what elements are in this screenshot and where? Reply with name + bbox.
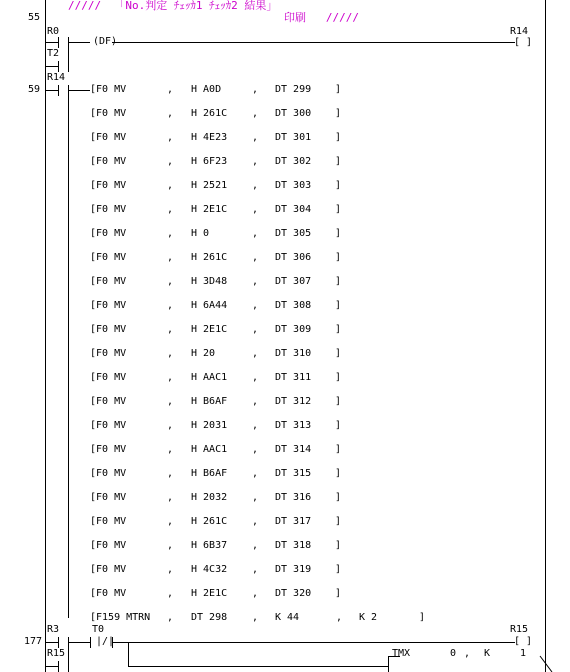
mv-dst: DT 313 xyxy=(275,420,312,431)
mv-dst: DT 306 xyxy=(275,252,312,263)
mtrn-arg-c: K 2 xyxy=(359,612,378,623)
mv-src: H AAC1 xyxy=(191,372,228,383)
mv-end: ] xyxy=(335,180,342,191)
step-number: 55 xyxy=(28,12,41,23)
mv-op: [F0 MV xyxy=(90,372,127,383)
mv-op: [F0 MV xyxy=(90,588,127,599)
mv-end: ] xyxy=(335,348,342,359)
mv-src: H 6F23 xyxy=(191,156,228,167)
mv-dst: DT 314 xyxy=(275,444,312,455)
mv-end: ] xyxy=(335,540,342,551)
mv-sep: , xyxy=(167,396,174,407)
mv-sep: , xyxy=(252,132,259,143)
mv-sep: , xyxy=(252,228,259,239)
mv-src: H 4C32 xyxy=(191,564,228,575)
mv-dst: DT 312 xyxy=(275,396,312,407)
contact-label-r0[interactable]: R0 xyxy=(47,26,60,37)
mv-op: [F0 MV xyxy=(90,300,127,311)
mv-sep: , xyxy=(167,540,174,551)
mv-sep: , xyxy=(167,324,174,335)
mv-dst: DT 302 xyxy=(275,156,312,167)
mv-sep: , xyxy=(252,180,259,191)
mv-end: ] xyxy=(335,588,342,599)
mv-end: ] xyxy=(335,396,342,407)
mv-end: ] xyxy=(335,516,342,527)
mv-sep: , xyxy=(252,372,259,383)
mv-sep: , xyxy=(167,156,174,167)
mv-end: ] xyxy=(335,228,342,239)
mv-dst: DT 299 xyxy=(275,84,312,95)
mv-sep: , xyxy=(167,468,174,479)
mv-dst: DT 311 xyxy=(275,372,312,383)
mv-op: [F0 MV xyxy=(90,204,127,215)
mv-op: [F0 MV xyxy=(90,180,127,191)
mv-sep: , xyxy=(167,132,174,143)
tmx-op: TMX xyxy=(392,648,411,659)
contact-label-r14[interactable]: R14 xyxy=(47,72,66,83)
mv-sep: , xyxy=(167,492,174,503)
mv-sep: , xyxy=(252,564,259,575)
mv-end: ] xyxy=(335,492,342,503)
mv-sep: , xyxy=(167,204,174,215)
mv-sep: , xyxy=(167,108,174,119)
mv-dst: DT 320 xyxy=(275,588,312,599)
mv-op: [F0 MV xyxy=(90,84,127,95)
mv-src: H 261C xyxy=(191,252,228,263)
mv-op: [F0 MV xyxy=(90,324,127,335)
mv-sep: , xyxy=(252,420,259,431)
mv-op: [F0 MV xyxy=(90,252,127,263)
mv-dst: DT 317 xyxy=(275,516,312,527)
tmx-arg-b: K xyxy=(484,648,491,659)
mtrn-arg-a: DT 298 xyxy=(191,612,228,623)
mv-sep: , xyxy=(252,156,259,167)
mv-dst: DT 301 xyxy=(275,132,312,143)
contact-label-r3[interactable]: R3 xyxy=(47,624,60,635)
mv-dst: DT 309 xyxy=(275,324,312,335)
mv-op: [F0 MV xyxy=(90,108,127,119)
mv-end: ] xyxy=(335,468,342,479)
mv-end: ] xyxy=(335,564,342,575)
mv-sep: , xyxy=(252,276,259,287)
mv-sep: , xyxy=(252,588,259,599)
mv-op: [F0 MV xyxy=(90,396,127,407)
mv-end: ] xyxy=(335,324,342,335)
mv-src: H 3D48 xyxy=(191,276,228,287)
mv-sep: , xyxy=(252,324,259,335)
mv-sep: , xyxy=(252,444,259,455)
coil-symbol[interactable]: [ ] xyxy=(514,636,533,647)
mv-sep: , xyxy=(167,588,174,599)
mv-sep: , xyxy=(167,300,174,311)
comment-right: 印刷 ///// xyxy=(284,11,359,24)
mv-dst: DT 304 xyxy=(275,204,312,215)
contact-label-t0[interactable]: T0 xyxy=(92,624,105,635)
mv-src: H 4E23 xyxy=(191,132,228,143)
mv-op: [F0 MV xyxy=(90,156,127,167)
nc-contact-symbol[interactable]: |/| xyxy=(96,636,115,647)
mv-src: H 261C xyxy=(191,516,228,527)
mv-src: H 2E1C xyxy=(191,324,228,335)
tmx-arg-c: 1 xyxy=(520,648,527,659)
mv-sep: , xyxy=(167,372,174,383)
mv-end: ] xyxy=(335,132,342,143)
mv-op: [F0 MV xyxy=(90,132,127,143)
mv-src: H 20 xyxy=(191,348,216,359)
mv-sep: , xyxy=(167,564,174,575)
mv-dst: DT 315 xyxy=(275,468,312,479)
mv-op: [F0 MV xyxy=(90,516,127,527)
contact-label-r15-branch[interactable]: R15 xyxy=(47,648,66,659)
mv-sep: , xyxy=(167,348,174,359)
mv-sep: , xyxy=(167,180,174,191)
mtrn-sep: , xyxy=(167,612,174,623)
mv-dst: DT 319 xyxy=(275,564,312,575)
contact-label-t2[interactable]: T2 xyxy=(47,48,60,59)
mtrn-sep: , xyxy=(336,612,343,623)
mv-src: H 2E1C xyxy=(191,588,228,599)
mv-op: [F0 MV xyxy=(90,228,127,239)
mv-src: H 2521 xyxy=(191,180,228,191)
mtrn-sep: , xyxy=(252,612,259,623)
mtrn-op: [F159 MTRN xyxy=(90,612,151,623)
mv-op: [F0 MV xyxy=(90,492,127,503)
mv-end: ] xyxy=(335,420,342,431)
mv-dst: DT 300 xyxy=(275,108,312,119)
tmx-arg-a: 0 xyxy=(450,648,457,659)
mv-sep: , xyxy=(167,420,174,431)
mv-sep: , xyxy=(167,228,174,239)
tmx-sep: , xyxy=(464,648,471,659)
mv-end: ] xyxy=(335,156,342,167)
coil-symbol[interactable]: [ ] xyxy=(514,37,533,48)
mv-dst: DT 307 xyxy=(275,276,312,287)
mtrn-end: ] xyxy=(419,612,426,623)
mv-sep: , xyxy=(167,516,174,527)
mv-sep: , xyxy=(252,396,259,407)
mv-src: H 261C xyxy=(191,108,228,119)
mv-op: [F0 MV xyxy=(90,276,127,287)
mv-src: H B6AF xyxy=(191,468,228,479)
mv-end: ] xyxy=(335,444,342,455)
mv-sep: , xyxy=(252,348,259,359)
mv-src: H 0 xyxy=(191,228,210,239)
mv-sep: , xyxy=(252,252,259,263)
mv-dst: DT 318 xyxy=(275,540,312,551)
mv-src: H AAC1 xyxy=(191,444,228,455)
mv-sep: , xyxy=(252,84,259,95)
mv-dst: DT 310 xyxy=(275,348,312,359)
mv-dst: DT 316 xyxy=(275,492,312,503)
mv-end: ] xyxy=(335,276,342,287)
mv-end: ] xyxy=(335,204,342,215)
mv-src: H B6AF xyxy=(191,396,228,407)
step-number: 177 xyxy=(24,636,43,647)
mv-src: H A0D xyxy=(191,84,222,95)
mv-sep: , xyxy=(252,468,259,479)
coil-label-r15[interactable]: R15 xyxy=(510,624,529,635)
mv-src: H 2032 xyxy=(191,492,228,503)
mv-op: [F0 MV xyxy=(90,540,127,551)
mv-dst: DT 303 xyxy=(275,180,312,191)
mv-dst: DT 305 xyxy=(275,228,312,239)
mtrn-arg-b: K 44 xyxy=(275,612,300,623)
mv-op: [F0 MV xyxy=(90,468,127,479)
mv-src: H 6B37 xyxy=(191,540,228,551)
mv-end: ] xyxy=(335,372,342,383)
mv-end: ] xyxy=(335,108,342,119)
mv-end: ] xyxy=(335,84,342,95)
mv-src: H 2031 xyxy=(191,420,228,431)
mv-op: [F0 MV xyxy=(90,348,127,359)
mv-sep: , xyxy=(252,540,259,551)
mv-sep: , xyxy=(252,492,259,503)
coil-label-r14[interactable]: R14 xyxy=(510,26,529,37)
mv-sep: , xyxy=(167,444,174,455)
mv-op: [F0 MV xyxy=(90,420,127,431)
mv-op: [F0 MV xyxy=(90,564,127,575)
mv-sep: , xyxy=(167,252,174,263)
mv-sep: , xyxy=(252,204,259,215)
mv-sep: , xyxy=(167,276,174,287)
mv-sep: , xyxy=(167,84,174,95)
mv-src: H 2E1C xyxy=(191,204,228,215)
mv-sep: , xyxy=(252,108,259,119)
mv-sep: , xyxy=(252,300,259,311)
df-instruction[interactable]: (DF) xyxy=(93,36,118,47)
mv-dst: DT 308 xyxy=(275,300,312,311)
mv-end: ] xyxy=(335,252,342,263)
mv-end: ] xyxy=(335,300,342,311)
mv-src: H 6A44 xyxy=(191,300,228,311)
mv-op: [F0 MV xyxy=(90,444,127,455)
mv-sep: , xyxy=(252,516,259,527)
comment-left: ///// 「No.判定 ﾁｪｯｶ1 ﾁｪｯｶ2 結果」 xyxy=(68,0,278,12)
step-number: 59 xyxy=(28,84,41,95)
